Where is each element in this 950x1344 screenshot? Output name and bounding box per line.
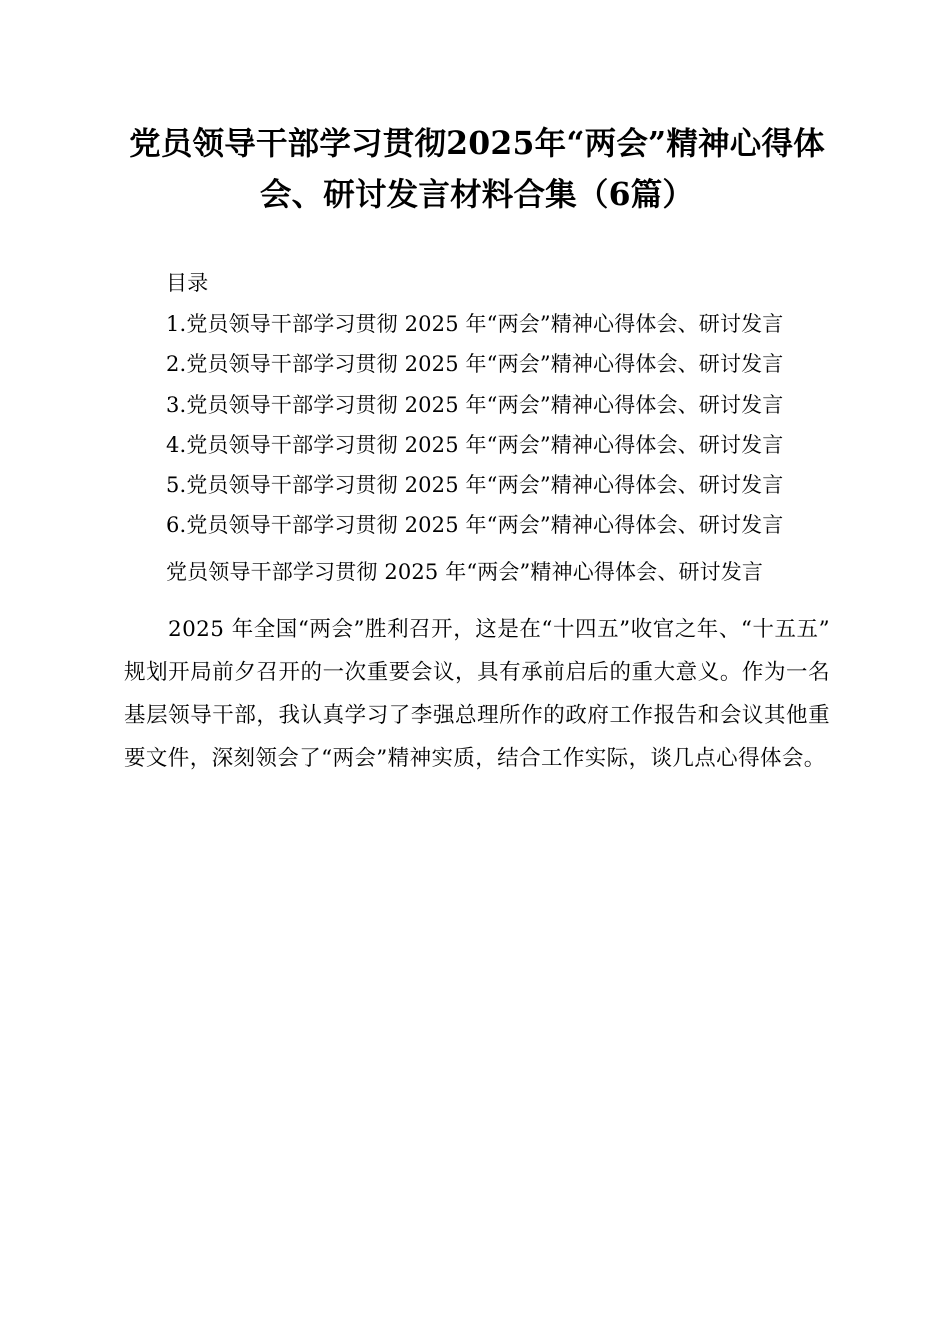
toc-heading: 目录 <box>166 271 209 296</box>
list-item[interactable]: 2.党员领导干部学习贯彻 2025 年“两会”精神心得体会、研讨发言 <box>166 352 784 377</box>
toc-list <box>124 304 830 546</box>
section-title: 党员领导干部学习贯彻 2025 年“两会”精神心得体会、研讨发言 <box>166 559 764 584</box>
page-title: 党员领导干部学习贯彻2025年“两会”精神心得体会、研讨发言材料合集（6篇） <box>129 125 825 214</box>
list-item[interactable]: 3.党员领导干部学习贯彻 2025 年“两会”精神心得体会、研讨发言 <box>166 392 784 417</box>
body-paragraph: 2025 年全国“两会”胜利召开，这是在“十四五”收官之年、“十五五”规划开局前夕召开的一次重要会议，具有承前启后的重大意义。作为一名基层领导干部，我认真学习了李强总理所作的政府工作报告和会议其他重要文件，深刻领会了“两会”精神实质，结合工作实际，谈几点心得体会。 <box>124 617 830 772</box>
list-item[interactable]: 4.党员领导干部学习贯彻 2025 年“两会”精神心得体会、研讨发言 <box>166 432 784 457</box>
list-item[interactable]: 5.党员领导干部学习贯彻 2025 年“两会”精神心得体会、研讨发言 <box>166 473 784 498</box>
list-item[interactable]: 1.党员领导干部学习贯彻 2025 年“两会”精神心得体会、研讨发言 <box>166 311 784 336</box>
list-item[interactable]: 6.党员领导干部学习贯彻 2025 年“两会”精神心得体会、研讨发言 <box>166 513 784 538</box>
